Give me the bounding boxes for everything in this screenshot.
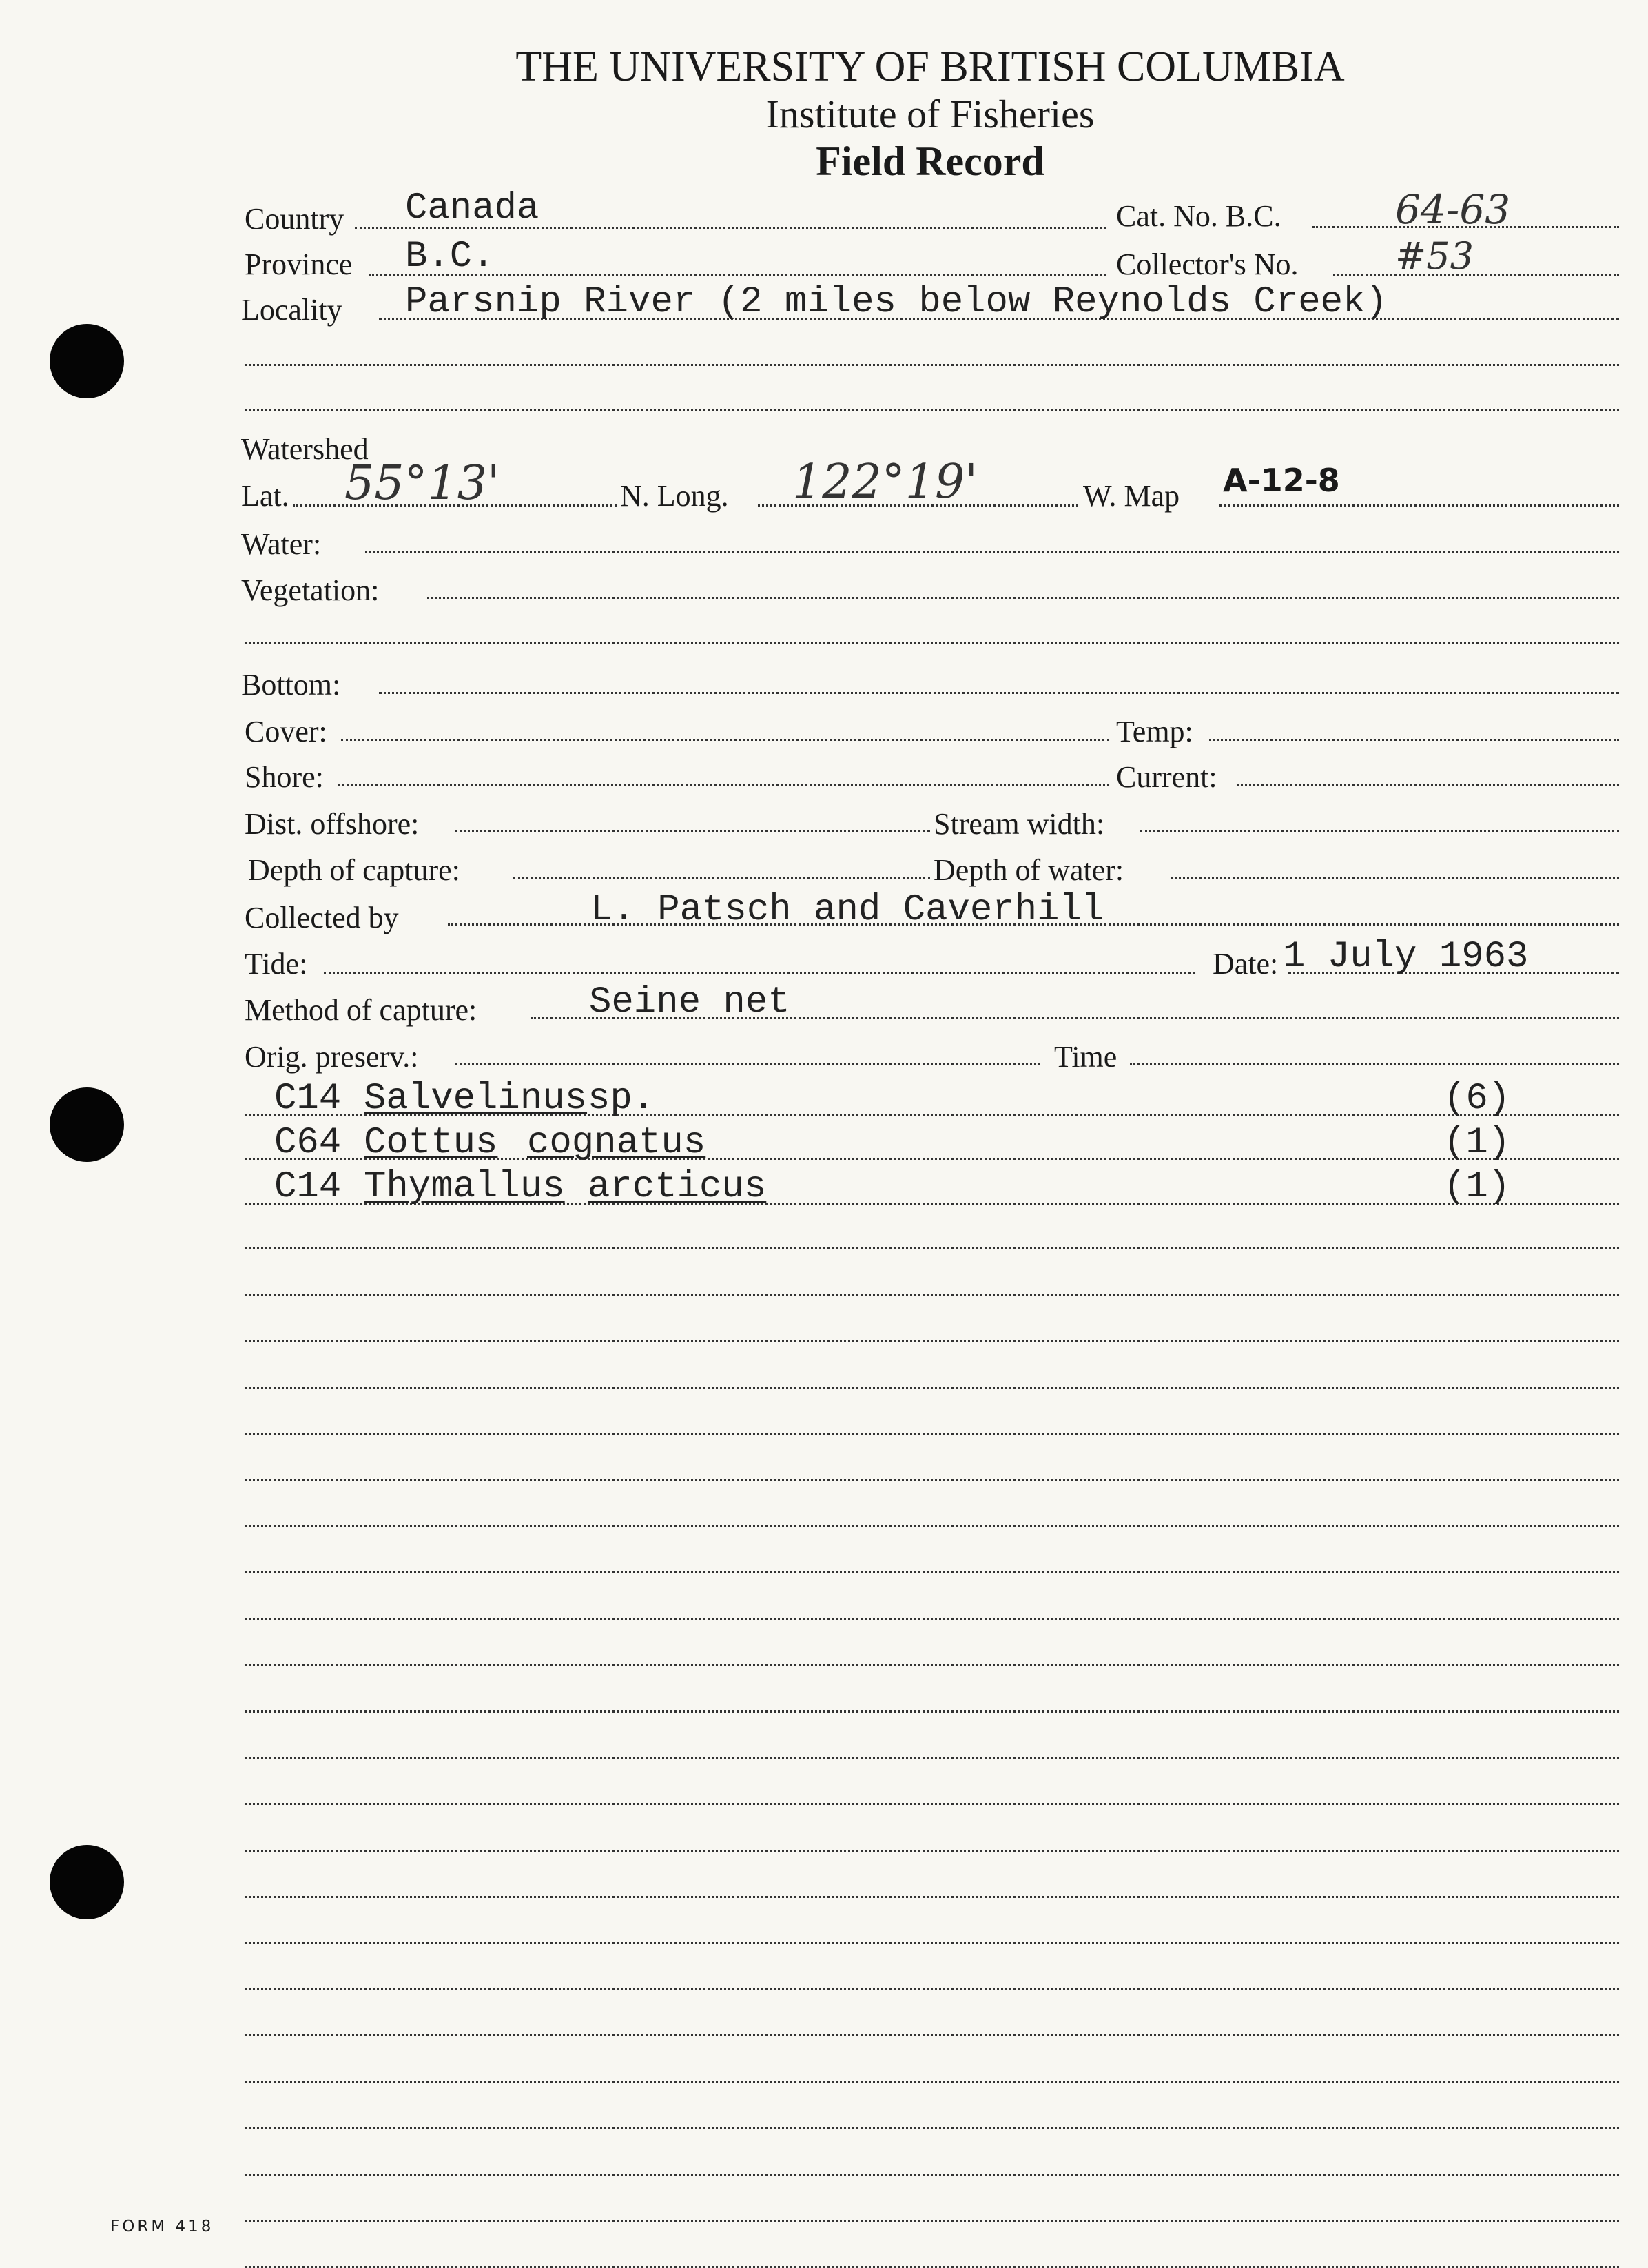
current-line bbox=[1237, 784, 1619, 786]
lat-value: 55°13' bbox=[344, 456, 500, 511]
orig-preserv-label: Orig. preserv.: bbox=[245, 1040, 419, 1074]
ruled-line bbox=[245, 2220, 1619, 2222]
specimen-1-species: sp. bbox=[588, 1078, 655, 1120]
institute-title: Institute of Fisheries bbox=[765, 92, 1095, 136]
map-value: A-12-8 bbox=[1223, 462, 1340, 499]
specimen-3-code: C14 bbox=[274, 1166, 342, 1208]
depth-of-capture-line bbox=[513, 877, 930, 879]
country-label: Country bbox=[245, 202, 344, 236]
lat-label: Lat. bbox=[241, 479, 289, 513]
dist-offshore-label: Dist. offshore: bbox=[245, 807, 420, 841]
specimen-2-code: C64 bbox=[274, 1122, 342, 1164]
university-title: THE UNIVERSITY OF BRITISH COLUMBIA bbox=[515, 43, 1345, 90]
specimen-3-count: (1) bbox=[1443, 1166, 1511, 1208]
map-line bbox=[1219, 504, 1619, 507]
ruled-line bbox=[245, 2127, 1619, 2129]
temp-label: Temp: bbox=[1116, 715, 1193, 748]
specimen-1-genus: Salvelinus bbox=[364, 1078, 588, 1120]
collectors-no-value: #53 bbox=[1395, 234, 1474, 278]
depth-of-water-label: Depth of water: bbox=[934, 853, 1124, 887]
locality-value: Parsnip River (2 miles below Reynolds Creek) bbox=[405, 281, 1388, 323]
ruled-line bbox=[245, 1803, 1619, 1805]
specimen-2-genus: Cottus bbox=[364, 1122, 498, 1164]
binder-hole-middle bbox=[50, 1087, 124, 1162]
vegetation-line bbox=[427, 597, 1619, 599]
specimen-1-code: C14 bbox=[274, 1078, 342, 1120]
date-label: Date: bbox=[1213, 947, 1279, 981]
time-line bbox=[1130, 1063, 1619, 1065]
ruled-line bbox=[245, 1294, 1619, 1296]
binder-hole-bottom bbox=[50, 1845, 124, 1919]
ruled-line bbox=[245, 1571, 1619, 1573]
ruled-line bbox=[245, 1479, 1619, 1481]
cat-no-label: Cat. No. B.C. bbox=[1116, 199, 1281, 233]
ruled-line bbox=[245, 1710, 1619, 1713]
bottom-label: Bottom: bbox=[241, 668, 341, 702]
ruled-line bbox=[245, 2174, 1619, 2176]
ruled-line bbox=[245, 1433, 1619, 1435]
depth-of-capture-label: Depth of capture: bbox=[248, 853, 460, 887]
cover-label: Cover: bbox=[245, 715, 327, 748]
method-of-capture-value: Seine net bbox=[589, 981, 790, 1023]
province-value: B.C. bbox=[405, 236, 495, 278]
ruled-line bbox=[245, 1525, 1619, 1527]
ruled-line bbox=[245, 1387, 1619, 1389]
ruled-line bbox=[245, 1247, 1619, 1249]
time-label: Time bbox=[1054, 1040, 1117, 1074]
long-value: 122°19' bbox=[792, 455, 978, 509]
cat-no-value: 64-63 bbox=[1395, 186, 1511, 233]
ruled-line bbox=[245, 1618, 1619, 1620]
tide-label: Tide: bbox=[245, 947, 308, 981]
stream-width-line bbox=[1140, 830, 1619, 832]
ruled-line bbox=[245, 1340, 1619, 1342]
specimen-2-count: (1) bbox=[1443, 1122, 1511, 1164]
vegetation-line-2 bbox=[245, 642, 1619, 644]
ruled-line bbox=[245, 1988, 1619, 1990]
ruled-line bbox=[245, 1757, 1619, 1759]
bottom-line bbox=[379, 692, 1619, 694]
watershed-label: Watershed bbox=[241, 432, 369, 466]
dist-offshore-line bbox=[455, 830, 930, 832]
current-label: Current: bbox=[1116, 760, 1217, 794]
specimen-1-count: (6) bbox=[1443, 1078, 1511, 1120]
shore-line bbox=[338, 784, 1109, 786]
province-label: Province bbox=[245, 247, 353, 281]
specimen-2-species: cognatus bbox=[527, 1122, 706, 1164]
collected-by-label: Collected by bbox=[245, 901, 399, 934]
ruled-line bbox=[245, 1664, 1619, 1666]
tide-line bbox=[324, 972, 1195, 974]
specimen-3-genus: Thymallus bbox=[364, 1166, 565, 1208]
water-label: Water: bbox=[241, 527, 322, 561]
orig-preserv-line bbox=[455, 1063, 1040, 1065]
temp-line bbox=[1209, 739, 1619, 741]
n-long-label: N. Long. bbox=[620, 479, 729, 513]
date-value: 1 July 1963 bbox=[1283, 936, 1529, 978]
depth-of-water-line bbox=[1171, 877, 1619, 879]
record-title: Field Record bbox=[816, 139, 1044, 184]
ruled-line bbox=[245, 1942, 1619, 1944]
collectors-no-label: Collector's No. bbox=[1116, 247, 1299, 281]
water-line bbox=[365, 551, 1619, 553]
method-of-capture-label: Method of capture: bbox=[245, 993, 477, 1027]
collectors-no-line bbox=[1333, 274, 1619, 276]
country-value: Canada bbox=[405, 187, 539, 229]
ruled-line bbox=[245, 1896, 1619, 1898]
w-map-label: W. Map bbox=[1083, 479, 1180, 513]
ruled-line bbox=[245, 2034, 1619, 2036]
collected-by-value: L. Patsch and Caverhill bbox=[590, 889, 1104, 931]
locality-line-2 bbox=[245, 364, 1619, 366]
form-number: FORM 418 bbox=[110, 2218, 214, 2236]
binder-hole-top bbox=[50, 324, 124, 398]
vegetation-label: Vegetation: bbox=[241, 573, 380, 607]
locality-label: Locality bbox=[241, 293, 342, 327]
ruled-line bbox=[245, 1850, 1619, 1852]
stream-width-label: Stream width: bbox=[934, 807, 1105, 841]
cover-line bbox=[341, 739, 1109, 741]
shore-label: Shore: bbox=[245, 760, 324, 794]
locality-line-3 bbox=[245, 409, 1619, 411]
ruled-line bbox=[245, 2081, 1619, 2083]
specimen-3-species: arcticus bbox=[588, 1166, 767, 1208]
